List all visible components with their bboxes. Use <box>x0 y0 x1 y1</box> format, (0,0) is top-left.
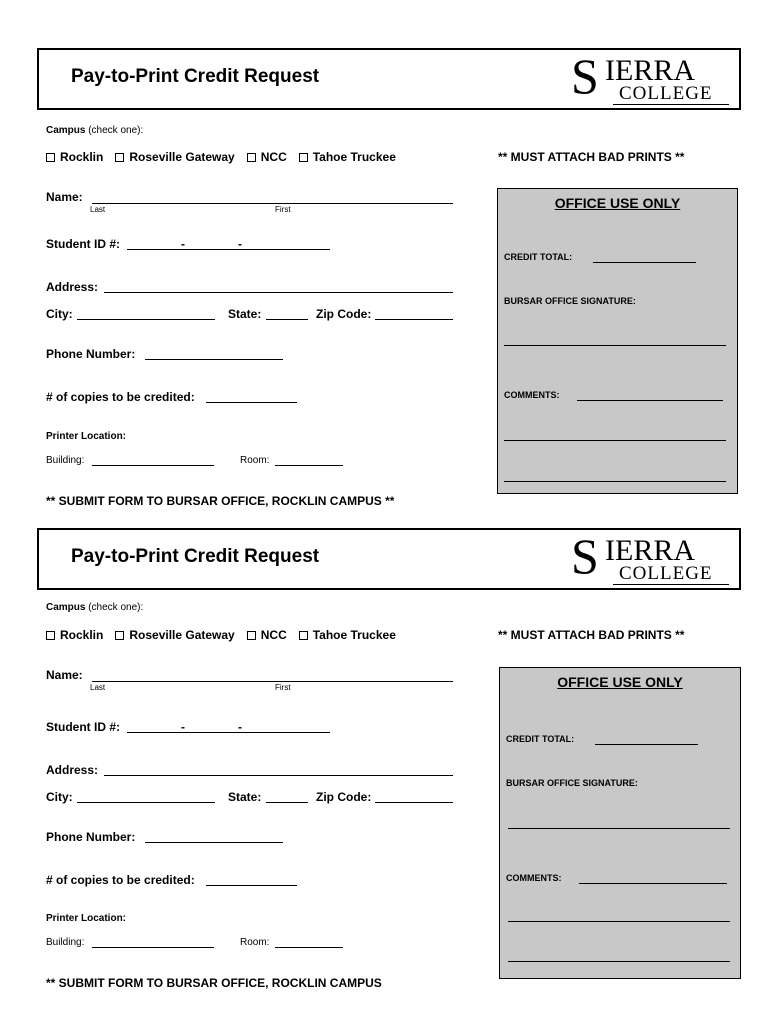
form-title: Pay-to-Print Credit Request <box>71 66 320 87</box>
name-label: Name: <box>46 668 83 682</box>
first-sublabel: First <box>275 683 291 692</box>
form-header <box>37 528 741 590</box>
checkbox-icon[interactable] <box>46 631 55 640</box>
checkbox-icon[interactable] <box>247 631 256 640</box>
state-label: State: <box>228 790 262 804</box>
comments-field-line-3[interactable] <box>504 481 726 482</box>
building-field[interactable] <box>92 947 214 948</box>
comments-field-line-2[interactable] <box>508 921 730 922</box>
office-use-box <box>499 667 741 979</box>
id-dash-1: - <box>181 237 185 251</box>
phone-label: Phone Number: <box>46 347 136 361</box>
id-dash-2: - <box>238 237 242 251</box>
campus-option-ncc[interactable]: NCC <box>247 628 287 642</box>
phone-field[interactable] <box>145 842 283 843</box>
building-label: Building: <box>46 455 85 466</box>
zip-field[interactable] <box>375 802 453 803</box>
credit-total-field[interactable] <box>595 744 698 745</box>
office-use-title: OFFICE USE ONLY <box>557 674 683 690</box>
room-label: Room: <box>240 455 270 466</box>
student-id-label: Student ID #: <box>46 720 120 734</box>
comments-label: COMMENTS: <box>504 390 560 400</box>
last-sublabel: Last <box>90 683 106 692</box>
id-dash-2: - <box>238 720 242 734</box>
checkbox-icon[interactable] <box>115 631 124 640</box>
id-dash-1: - <box>181 720 185 734</box>
state-label: State: <box>228 307 262 321</box>
city-label: City: <box>46 307 73 321</box>
copies-label: # of copies to be credited: <box>46 873 195 887</box>
zip-label: Zip Code: <box>316 790 372 804</box>
name-field[interactable] <box>92 681 453 682</box>
attach-note: ** MUST ATTACH BAD PRINTS ** <box>498 150 685 164</box>
first-sublabel: First <box>275 205 291 214</box>
address-label: Address: <box>46 763 99 777</box>
printer-location-label: Printer Location: <box>46 913 127 924</box>
checkbox-icon[interactable] <box>299 631 308 640</box>
last-sublabel: Last <box>90 205 106 214</box>
state-field[interactable] <box>266 802 308 803</box>
bursar-signature-field[interactable] <box>508 828 730 829</box>
building-label: Building: <box>46 937 85 948</box>
copies-field[interactable] <box>206 885 297 886</box>
attach-note: ** MUST ATTACH BAD PRINTS ** <box>498 628 685 642</box>
room-label: Room: <box>240 937 270 948</box>
credit-total-label: CREDIT TOTAL: <box>506 734 575 744</box>
student-id-label: Student ID #: <box>46 237 120 251</box>
phone-label: Phone Number: <box>46 830 136 844</box>
campus-label: Campus (check one): <box>46 125 144 136</box>
campus-label: Campus (check one): <box>46 602 144 613</box>
bursar-signature-label: BURSAR OFFICE SIGNATURE: <box>506 778 638 788</box>
campus-option-roseville-gateway[interactable]: Roseville Gateway <box>115 150 234 164</box>
campus-options <box>46 628 408 642</box>
city-field[interactable] <box>77 802 215 803</box>
comments-field-line-3[interactable] <box>508 961 730 962</box>
submit-note: ** SUBMIT FORM TO BURSAR OFFICE, ROCKLIN CAMPUS ** <box>46 494 395 508</box>
name-label: Name: <box>46 190 83 204</box>
sierra-college-logo: S IERRA COLLEGE <box>571 534 731 586</box>
printer-location-label: Printer Location: <box>46 431 127 442</box>
campus-option-ncc[interactable]: NCC <box>247 150 287 164</box>
city-label: City: <box>46 790 73 804</box>
campus-option-roseville-gateway[interactable]: Roseville Gateway <box>115 628 234 642</box>
office-use-title: OFFICE USE ONLY <box>554 195 681 211</box>
submit-note: ** SUBMIT FORM TO BURSAR OFFICE, ROCKLIN CAMPUS <box>46 976 382 990</box>
address-label: Address: <box>46 280 99 294</box>
bursar-signature-label: BURSAR OFFICE SIGNATURE: <box>504 296 636 306</box>
sierra-college-logo: S IERRA COLLEGE <box>571 54 731 106</box>
address-field[interactable] <box>104 775 453 776</box>
student-id-field[interactable] <box>127 732 330 733</box>
room-field[interactable] <box>275 947 343 948</box>
campus-option-rocklin[interactable]: Rocklin <box>46 150 103 164</box>
campus-option-tahoe-truckee[interactable]: Tahoe Truckee <box>299 628 396 642</box>
comments-label: COMMENTS: <box>506 873 562 883</box>
campus-option-tahoe-truckee[interactable]: Tahoe Truckee <box>299 150 396 164</box>
credit-total-label: CREDIT TOTAL: <box>504 252 573 262</box>
comments-field-line-1[interactable] <box>579 883 727 884</box>
zip-label: Zip Code: <box>316 307 372 321</box>
campus-option-rocklin[interactable]: Rocklin <box>46 628 103 642</box>
form-title: Pay-to-Print Credit Request <box>71 546 320 567</box>
copies-label: # of copies to be credited: <box>46 390 195 404</box>
